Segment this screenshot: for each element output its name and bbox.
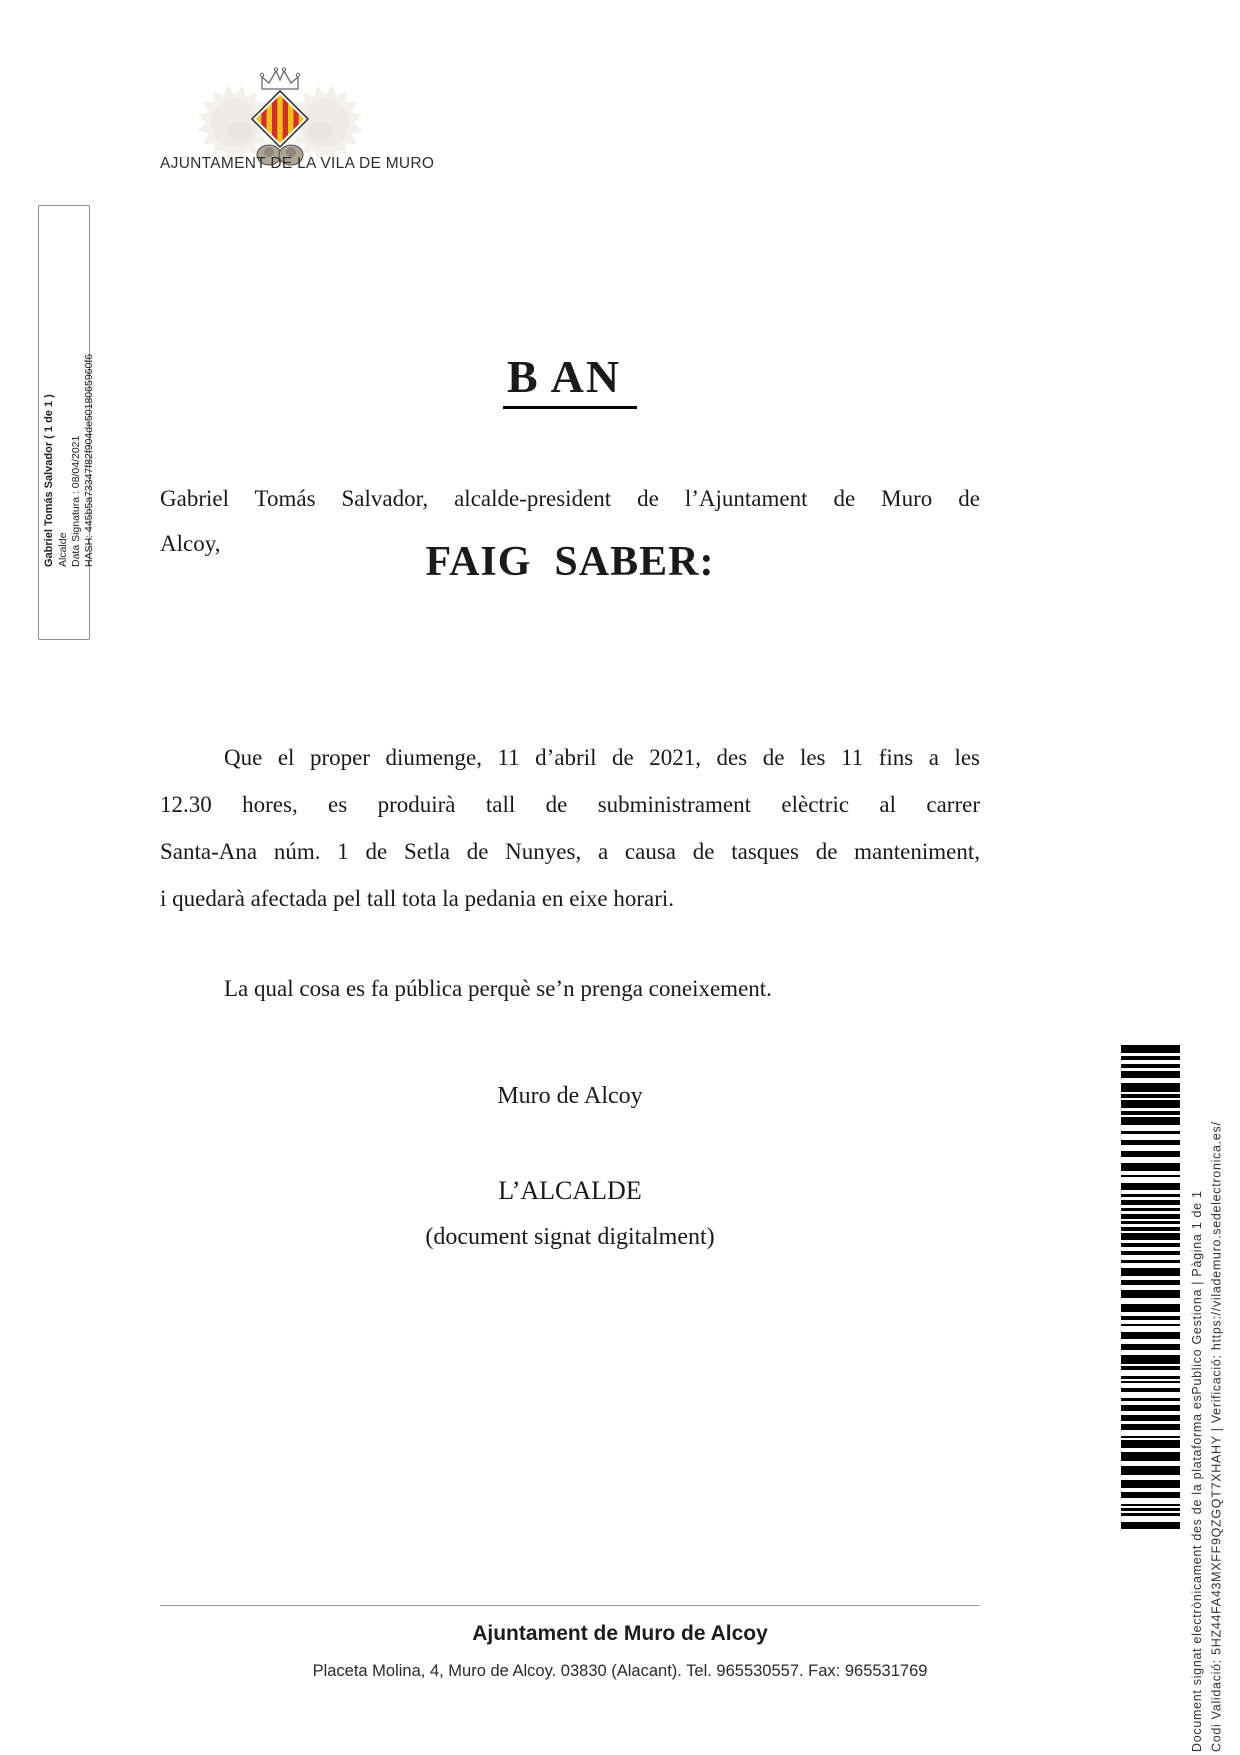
text-line: HASH: 445b5a73347f82f904de5018065960f6	[83, 353, 95, 567]
barcode-bar	[1121, 1227, 1180, 1231]
barcode-bar	[1121, 1243, 1180, 1247]
text-line: Alcalde	[56, 532, 69, 567]
barcode-bar	[1121, 1045, 1180, 1053]
barcode-bar	[1121, 1100, 1180, 1108]
footer-org-name: Ajuntament de Muro de Alcoy	[472, 1622, 768, 1645]
barcode-bar	[1121, 1151, 1180, 1157]
barcode-bar	[1121, 1424, 1180, 1430]
barcode-bar	[1121, 1492, 1180, 1498]
body-paragraph	[160, 734, 980, 922]
document-title	[160, 350, 980, 409]
footer-address: Placeta Molina, 4, Muro de Alcoy. 03830 (Alacant). Tel. 965530557. Fax: 965531769	[312, 1662, 928, 1680]
barcode-bar	[1121, 1183, 1180, 1190]
digital-signature-stamp	[38, 205, 95, 640]
barcode-bar	[1121, 1094, 1180, 1098]
barcode-bar	[1121, 1332, 1180, 1339]
barcode-bar	[1121, 1131, 1180, 1134]
barcode-bar	[1121, 1260, 1180, 1263]
coat-of-arms-icon	[220, 67, 340, 169]
barcode-bar	[1121, 1504, 1180, 1506]
barcode-bar	[1121, 1381, 1180, 1383]
barcode-bar	[1121, 1140, 1180, 1145]
barcode-bar	[1121, 1290, 1180, 1298]
barcode-bar	[1121, 1415, 1180, 1421]
barcode-bar	[1121, 1513, 1180, 1516]
place-line: Muro de Alcoy	[497, 1083, 643, 1109]
signature-stamp-text	[39, 206, 95, 639]
barcode-bar	[1121, 1117, 1180, 1125]
text-line: Gabriel Tomás Salvador, alcalde-president de l’Ajuntament de Muro de	[160, 486, 980, 511]
barcode-bar	[1121, 1405, 1180, 1411]
barcode-bar	[1121, 1208, 1180, 1211]
barcode-bar	[1121, 1480, 1180, 1488]
barcode-bar	[1121, 1304, 1180, 1312]
text-line: Document signat electrònicament des de la plataforma esPublico Gestiona | Pàgina 1 de 1	[1190, 1190, 1204, 1752]
barcode-bar	[1121, 1522, 1180, 1529]
text-line: Alcoy,	[160, 531, 221, 556]
barcode-bar	[1121, 1194, 1180, 1197]
letterhead	[160, 55, 435, 180]
barcode-bar	[1121, 1221, 1180, 1224]
barcode-bar	[1121, 1233, 1180, 1240]
closing-paragraph: La qual cosa es fa pública perquè se’n prenga coneixement.	[224, 976, 772, 1001]
barcode-bar	[1121, 1175, 1180, 1177]
barcode-bar	[1121, 1508, 1180, 1511]
barcode-bar	[1121, 1366, 1180, 1370]
barcode-bar	[1121, 1440, 1180, 1448]
barcode-bar	[1121, 1398, 1180, 1401]
faig-saber-heading: FAIG SABER:	[425, 539, 715, 585]
barcode-bar	[1121, 1376, 1180, 1379]
barcode-bar	[1121, 1071, 1180, 1078]
text-line: Que el proper diumenge, 11 d’abril de 2021, des de les 11 fins a les	[224, 745, 980, 770]
text-line: 12.30 hores, es produirà tall de subministrament elèctric al carrer	[160, 792, 980, 817]
text-line: i quedarà afectada pel tall tota la pedania en eixe horari.	[160, 886, 675, 911]
digital-signature-note: (document signat digitalment)	[425, 1224, 715, 1250]
barcode-icon	[1121, 1045, 1180, 1532]
barcode-bar	[1121, 1268, 1180, 1276]
barcode-bar	[1121, 1466, 1180, 1475]
barcode-bar	[1121, 1083, 1180, 1092]
barcode-bar	[1121, 1355, 1180, 1364]
barcode-bar	[1121, 1251, 1180, 1255]
barcode-bar	[1121, 1324, 1180, 1326]
barcode-bar	[1121, 1056, 1180, 1060]
signer-title: L’ALCALDE	[498, 1176, 642, 1205]
text-line: Gabriel Tomás Salvador ( 1 de 1 )	[43, 394, 55, 567]
text-line: Codi Validació: 5HZ44FA43MXFF9QZGQT7XHAHY | Verificació: https://vilademuro.sedelectronica.es/	[1209, 1121, 1224, 1752]
text-line: Santa-Ana núm. 1 de Setla de Nunyes, a causa de tasques de manteniment,	[160, 839, 980, 864]
barcode-bar	[1121, 1344, 1180, 1350]
barcode-bar	[1121, 1452, 1180, 1461]
barcode-bar	[1121, 1163, 1180, 1171]
footer-divider	[160, 1605, 980, 1606]
barcode-bar	[1121, 1111, 1180, 1115]
text-line: Data Signatura : 08/04/2021	[69, 435, 82, 567]
barcode-bar	[1121, 1436, 1180, 1438]
barcode-bar	[1121, 1388, 1180, 1392]
document-title-text: B AN	[503, 350, 637, 409]
org-name: AJUNTAMENT DE LA VILA DE MURO	[160, 155, 435, 172]
barcode-bar	[1121, 1214, 1180, 1219]
barcode-bar	[1121, 1316, 1180, 1320]
barcode-bar	[1121, 1280, 1180, 1285]
barcode-bar	[1121, 1064, 1180, 1068]
barcode-bar	[1121, 1200, 1180, 1205]
